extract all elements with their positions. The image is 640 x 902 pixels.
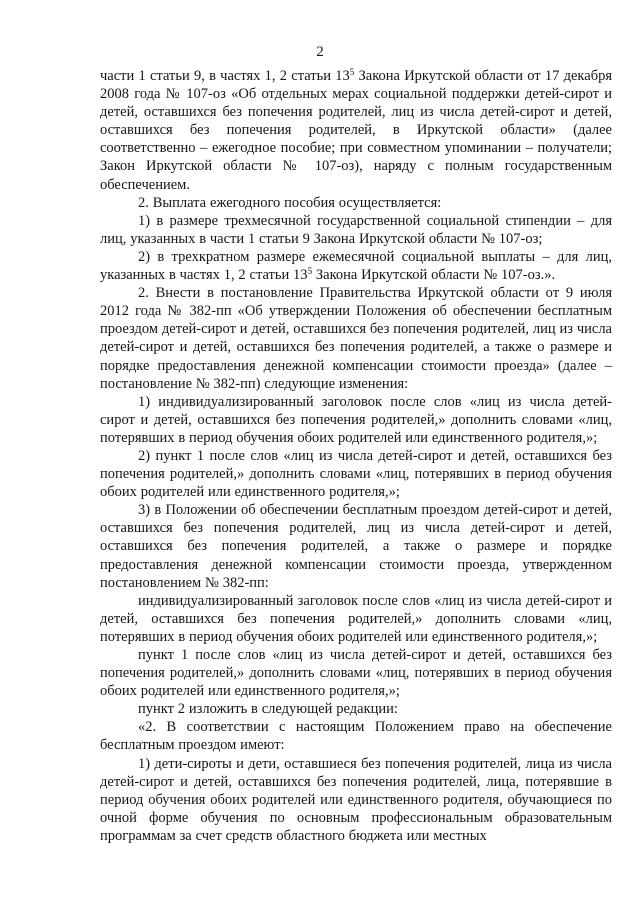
- paragraph: части 1 статьи 9, в частях 1, 2 статьи $13^5$ Закона Иркутской области от 17 декабря 2008 года № 107-оз «Об отдельных мерах социальной поддержки детей-сирот и детей, оставшихся без попечения родителей, лиц из числа детей-сирот и детей, оставшихся без попечения родителей, в Иркутской области» (далее соответственно – ежегодное пособие; при совместном упоминании – получатели; Закон Иркутской области № 107-оз), наряду с полным государственным обеспечением.: [100, 67, 612, 193]
- paragraph: 2) в трехкратном размере ежемесячной социальной выплаты – для лиц, указанных в частях 1, 2 статьи $13^5$ Закона Иркутской области № 107-оз.».: [100, 248, 612, 284]
- paragraph: 1) в размере трехмесячной государственной социальной стипендии – для лиц, указанных в части 1 статьи 9 Закона Иркутской области № 107-оз;: [100, 212, 612, 247]
- paragraph: 2. Внести в постановление Правительства Иркутской области от 9 июля 2012 года № 382-пп «Об утверждении Положения об обеспечении бесплатным проездом детей-сирот и детей, оставшихся без попечения родителей, лиц из числа детей-сирот и детей, оставшихся без попечения родителей, а также о размере и порядке предоставления денежной компенсации стоимости проезда» (далее – постановление № 382-пп) следующие изменения:: [100, 285, 612, 392]
- paragraph: 1) индивидуализированный заголовок после слов «лиц из числа детей-сирот и детей, оставшихся без попечения родителей,» дополнить словами «лиц, потерявших в период обучения обоих родителей или единственного родителя,»;: [100, 393, 612, 446]
- paragraph: пункт 1 после слов «лиц из числа детей-сирот и детей, оставшихся без попечения родителей,» дополнить словами «лиц, потерявших в период обучения обоих родителей или единственного родителя,»;: [100, 647, 612, 700]
- page-number: 2: [316, 44, 324, 60]
- document-body: [100, 67, 612, 845]
- superscript: 5: [307, 266, 313, 277]
- paragraph: индивидуализированный заголовок после слов «лиц из числа детей-сирот и детей, оставшихся без попечения родителей,» дополнить словами «лиц, потерявших в период обучения обоих родителей или единственного родителя,»;: [100, 592, 612, 645]
- paragraph: «2. В соответствии с настоящим Положением право на обеспечение бесплатным проездом имеют:: [100, 719, 612, 754]
- superscript: 5: [349, 67, 355, 77]
- paragraph: 1) дети-сироты и дети, оставшиеся без попечения родителей, лица из числа детей-сирот и детей, оставшихся без попечения родителей, лица, потерявшие в период обучения обоих родителей или единственного родителя, обучающиеся по очной форме обучения по основным профессиональным образовательным программам за счет средств областного бюджета или местных: [100, 755, 612, 844]
- paragraph: 3) в Положении об обеспечении бесплатным проездом детей-сирот и детей, оставшихся без попечения родителей, лиц из числа детей-сирот и детей, оставшихся без попечения родителей, а также о размере и порядке предоставления денежной компенсации стоимости проезда, утвержденном постановлением № 382-пп:: [100, 502, 612, 591]
- paragraph: 2) пункт 1 после слов «лиц из числа детей-сирот и детей, оставшихся без попечения родителей,» дополнить словами «лиц, потерявших в период обучения обоих родителей или единственного родителя,»;: [100, 447, 612, 501]
- paragraph: пункт 2 изложить в следующей редакции:: [138, 701, 398, 718]
- paragraph: 2. Выплата ежегодного пособия осуществляется:: [138, 194, 442, 211]
